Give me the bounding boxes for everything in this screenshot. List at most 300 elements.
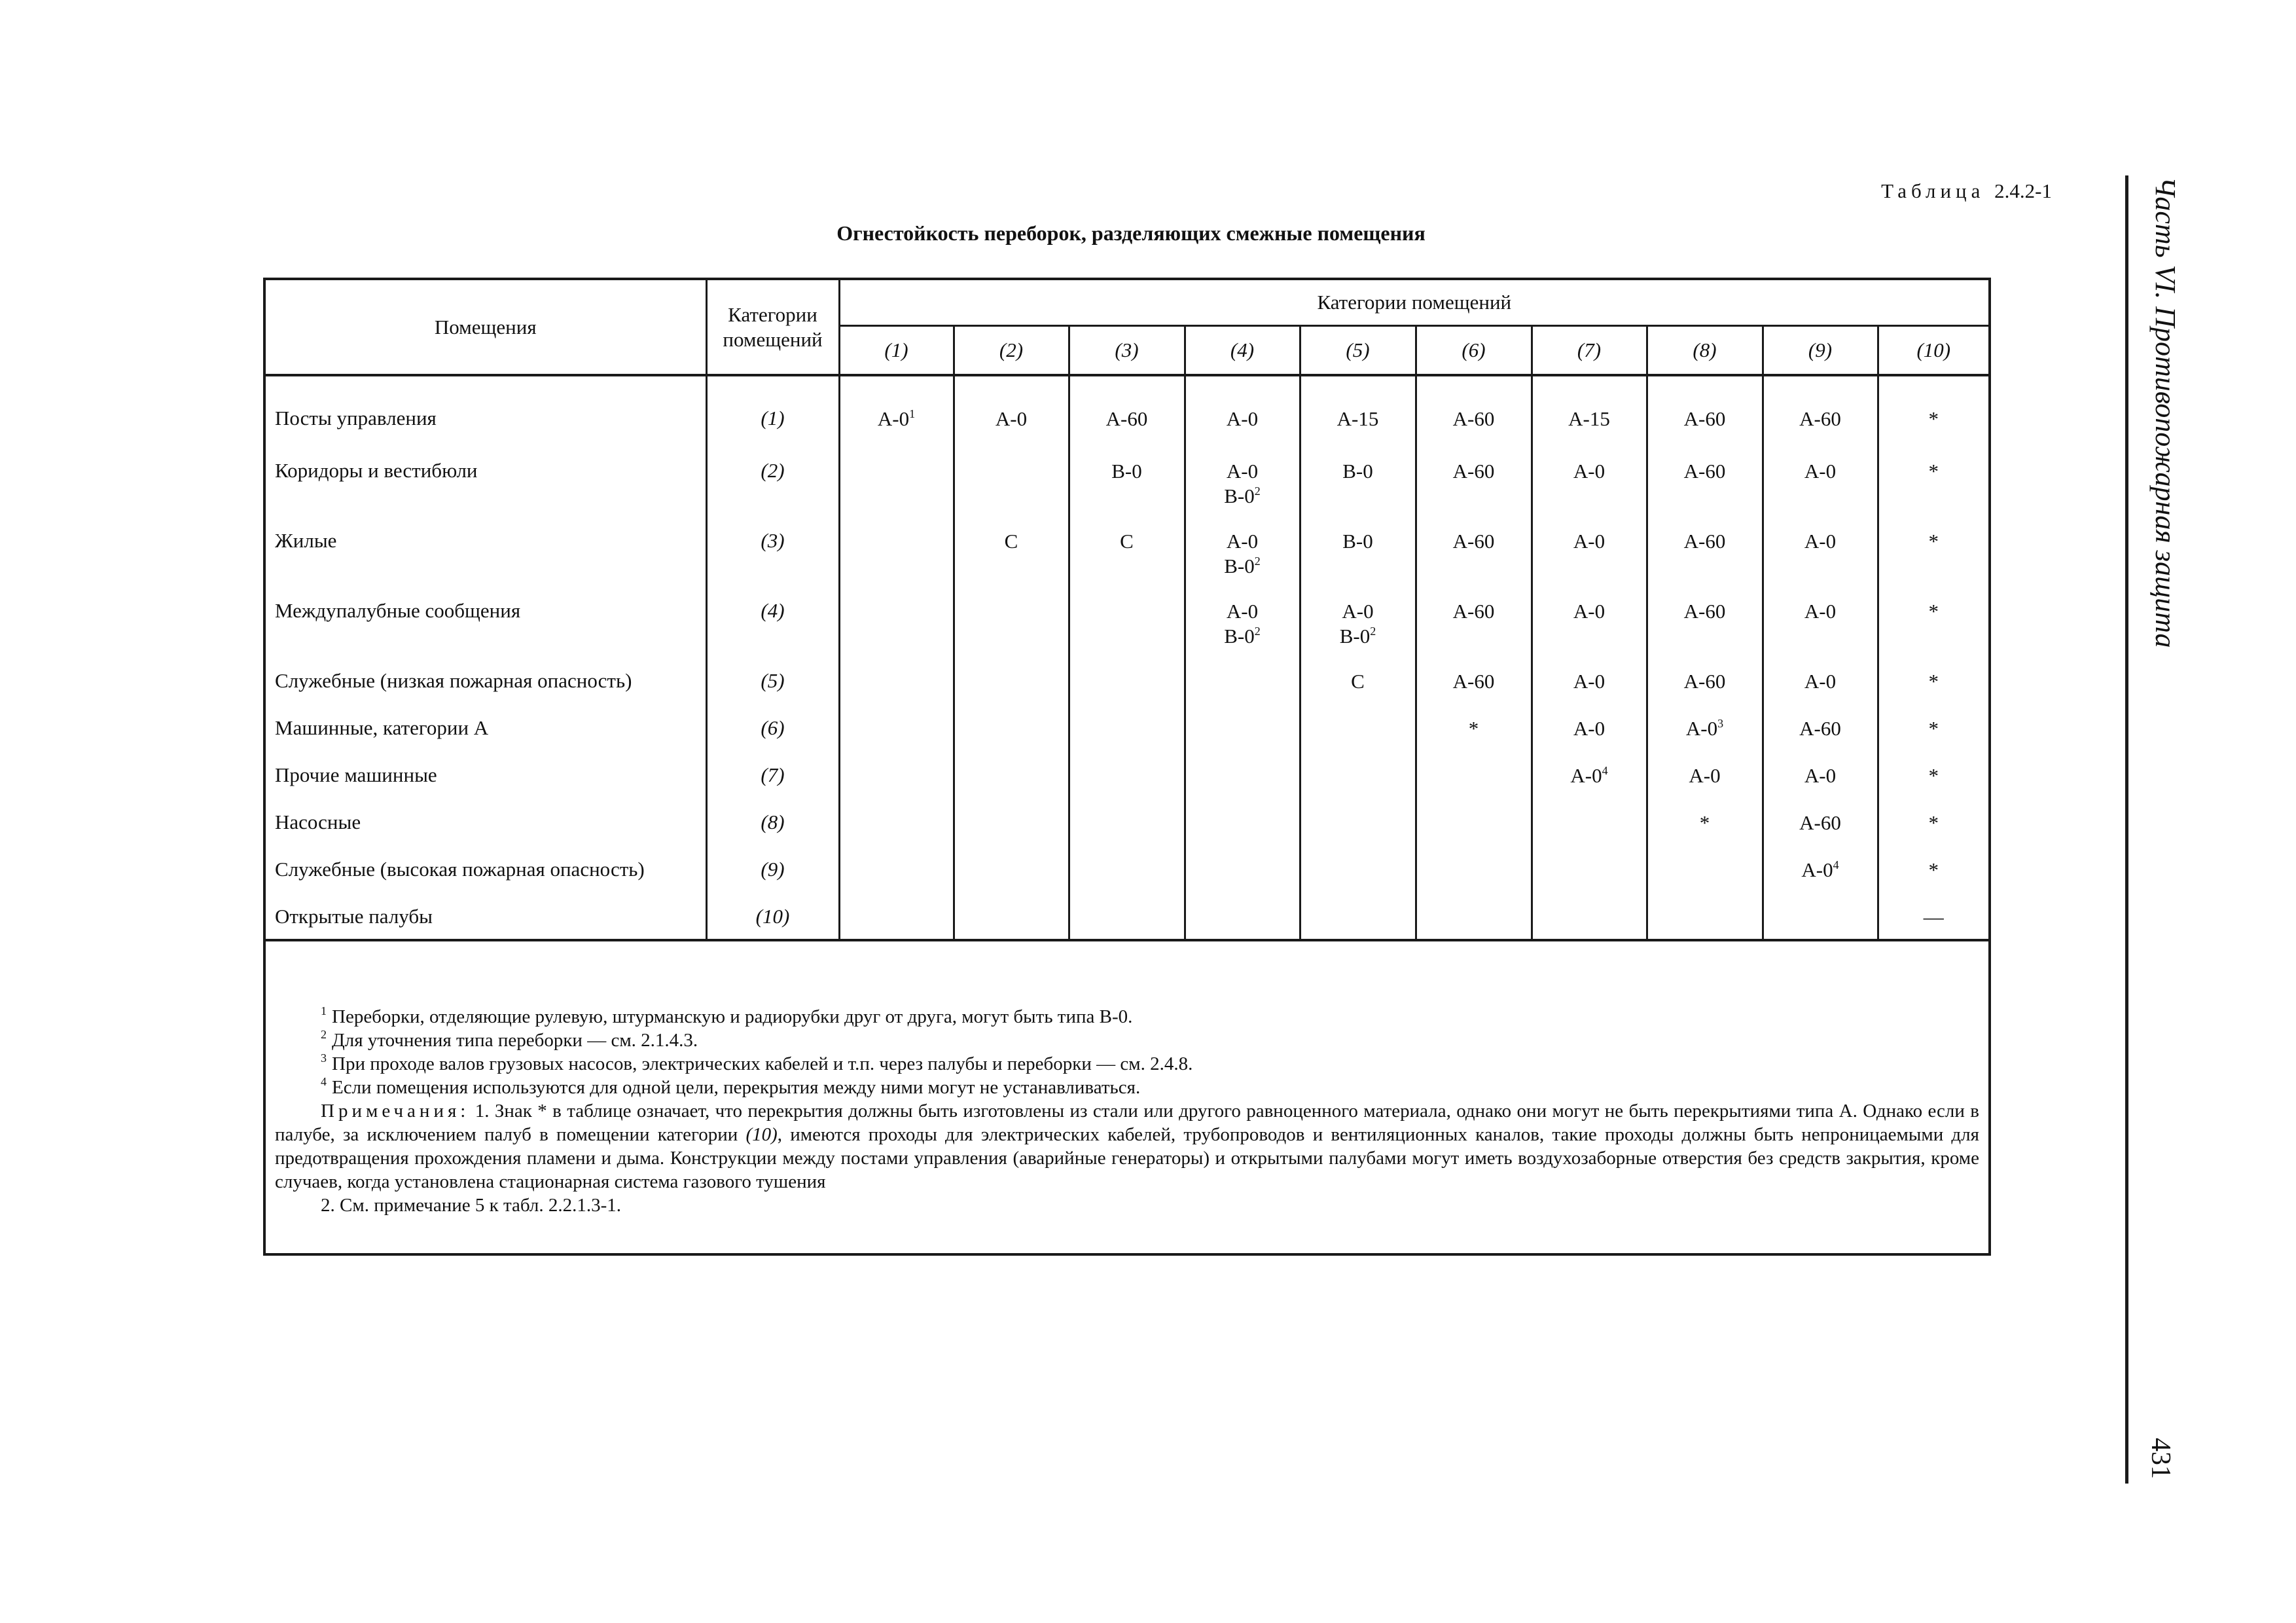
cell-line bbox=[1764, 669, 1877, 694]
cell-line bbox=[1533, 763, 1646, 788]
column-header: (5) bbox=[1300, 326, 1416, 376]
table-cell bbox=[1185, 807, 1300, 854]
column-header: (9) bbox=[1763, 326, 1878, 376]
table-cell bbox=[1763, 455, 1878, 525]
cell-line bbox=[1186, 599, 1299, 624]
table-cell bbox=[1185, 595, 1300, 665]
row-room-name: Жилые bbox=[275, 529, 337, 552]
cell-line bbox=[1764, 763, 1877, 788]
cell-line bbox=[1533, 407, 1646, 431]
cell-value: * bbox=[1928, 600, 1939, 623]
table-cell bbox=[1763, 901, 1878, 940]
column-header: (2) bbox=[954, 326, 1069, 376]
cell-line bbox=[1186, 529, 1299, 554]
cell-line bbox=[1879, 811, 1989, 835]
cell-value: А-0 bbox=[1226, 460, 1259, 483]
table-cell bbox=[954, 807, 1069, 854]
table-cell bbox=[1416, 525, 1532, 595]
cell-line bbox=[1301, 459, 1415, 484]
cell-value: * bbox=[1468, 717, 1479, 740]
table-row bbox=[266, 595, 1988, 665]
footnote bbox=[275, 1052, 1979, 1076]
table-row bbox=[266, 403, 1988, 455]
table-cell bbox=[839, 455, 954, 525]
cell-line bbox=[1879, 905, 1989, 930]
header-category-group: Категории помещений bbox=[839, 280, 1988, 326]
cell-line bbox=[1417, 529, 1531, 554]
cell-line bbox=[1879, 669, 1989, 694]
table-cell bbox=[1185, 901, 1300, 940]
row-category-code: (4) bbox=[706, 595, 839, 665]
table-row bbox=[266, 455, 1988, 525]
footnote-text: Если помещения используются для одной цели, перекрытия между ними могут не устанавливаться. bbox=[332, 1077, 1141, 1098]
table-cell bbox=[1300, 665, 1416, 712]
cell-line bbox=[1417, 459, 1531, 484]
cell-footnote-mark: 4 bbox=[1602, 764, 1608, 777]
cell-line bbox=[1533, 669, 1646, 694]
footnotes bbox=[275, 1005, 1979, 1099]
table-cell bbox=[1647, 807, 1763, 854]
cell-value: А-0 bbox=[877, 407, 910, 430]
cell-footnote-mark: 1 bbox=[909, 407, 916, 420]
cell-value: А-0 bbox=[1804, 460, 1837, 483]
table-cell bbox=[1416, 595, 1532, 665]
table-cell bbox=[1647, 595, 1763, 665]
table-cell bbox=[1878, 712, 1988, 759]
cell-line bbox=[1764, 716, 1877, 741]
cell-line bbox=[1764, 811, 1877, 835]
cell-value: В-0 bbox=[1224, 555, 1255, 577]
cell-value: C bbox=[1120, 530, 1134, 553]
cell-line bbox=[1301, 529, 1415, 554]
cell-line bbox=[1070, 529, 1184, 554]
cell-value: В-0 bbox=[1224, 625, 1255, 647]
column-header: (6) bbox=[1416, 326, 1532, 376]
table-cell bbox=[839, 403, 954, 455]
table-cell bbox=[839, 854, 954, 901]
table-row bbox=[266, 525, 1988, 595]
table-cell bbox=[1878, 807, 1988, 854]
cell-value: C bbox=[1004, 530, 1018, 553]
cell-value: А-0 bbox=[1573, 717, 1605, 740]
table-row bbox=[266, 712, 1988, 759]
row-room-name: Служебные (высокая пожарная опасность) bbox=[275, 858, 645, 881]
table-cell bbox=[1763, 665, 1878, 712]
cell-value: А-60 bbox=[1799, 407, 1841, 430]
row-room-name: Насосные bbox=[275, 811, 361, 833]
table-cell bbox=[1532, 712, 1647, 759]
table-cell bbox=[954, 712, 1069, 759]
cell-value: А-0 bbox=[1573, 670, 1605, 693]
cell-value: А-0 bbox=[1573, 460, 1605, 483]
footnote-text: Для уточнения типа переборки — см. 2.1.4.3. bbox=[332, 1030, 698, 1051]
table-cell bbox=[1185, 403, 1300, 455]
cell-value: * bbox=[1928, 764, 1939, 787]
table-cell bbox=[1532, 807, 1647, 854]
table-cell bbox=[1532, 403, 1647, 455]
cell-value: А-60 bbox=[1683, 670, 1726, 693]
cell-line bbox=[1648, 811, 1762, 835]
row-category-code: (7) bbox=[706, 759, 839, 807]
row-category-code: (10) bbox=[706, 901, 839, 940]
table-cell bbox=[954, 901, 1069, 940]
cell-line bbox=[1070, 407, 1184, 431]
cell-value: В-0 bbox=[1339, 625, 1371, 647]
cell-line bbox=[1879, 529, 1989, 554]
cell-value: А-0 bbox=[1804, 764, 1837, 787]
table-cell bbox=[954, 759, 1069, 807]
cell-line bbox=[1879, 459, 1989, 484]
row-category-code: (1) bbox=[706, 403, 839, 455]
header-rooms: Помещения bbox=[266, 280, 706, 375]
table-label-word: Таблица bbox=[1881, 179, 1985, 202]
table-cell bbox=[1532, 854, 1647, 901]
row-room-name: Прочие машинные bbox=[275, 763, 437, 786]
row-category-code: (6) bbox=[706, 712, 839, 759]
cell-line bbox=[1648, 716, 1762, 741]
cell-line bbox=[1301, 624, 1415, 649]
cell-line bbox=[1764, 407, 1877, 431]
cell-line bbox=[1186, 624, 1299, 649]
table-cell bbox=[1878, 595, 1988, 665]
cell-value: * bbox=[1928, 811, 1939, 834]
column-header: (10) bbox=[1878, 326, 1988, 376]
cell-value: А-0 bbox=[1804, 600, 1837, 623]
table-cell bbox=[954, 854, 1069, 901]
cell-value: В-0 bbox=[1224, 484, 1255, 507]
cell-line bbox=[955, 407, 1068, 431]
cell-line bbox=[1879, 716, 1989, 741]
cell-line bbox=[1301, 599, 1415, 624]
table-cell bbox=[1185, 455, 1300, 525]
table-cell bbox=[1185, 854, 1300, 901]
table-cell bbox=[1069, 403, 1185, 455]
cell-value: А-0 bbox=[1804, 670, 1837, 693]
table-row bbox=[266, 665, 1988, 712]
cell-line bbox=[1533, 599, 1646, 624]
table-cell bbox=[1185, 665, 1300, 712]
table-cell bbox=[1532, 525, 1647, 595]
row-room-name: Посты управления bbox=[275, 407, 437, 429]
note-1-part-a: 1. Знак * в таблице означает, что перекрытия должны быть изготовлены из стали или другого равноценного материала, однако они могут не быть перекрытиями типа А. Однако если в палубе, за исключением палуб в помещении категории bbox=[275, 1101, 1979, 1145]
note-1 bbox=[275, 1099, 1979, 1194]
table-cell bbox=[1647, 525, 1763, 595]
table-cell bbox=[1300, 525, 1416, 595]
table-cell bbox=[1878, 759, 1988, 807]
table-cell bbox=[1532, 901, 1647, 940]
cell-line bbox=[1417, 599, 1531, 624]
cell-value: А-60 bbox=[1799, 811, 1841, 834]
cell-line bbox=[1186, 407, 1299, 431]
table-cell bbox=[839, 665, 954, 712]
table-cell bbox=[1185, 759, 1300, 807]
table-notes bbox=[275, 1005, 1979, 1217]
row-room-name: Открытые палубы bbox=[266, 901, 706, 940]
fire-resistance-table bbox=[263, 278, 1991, 1256]
cell-value: А-0 bbox=[1801, 858, 1833, 881]
table-cell bbox=[1416, 455, 1532, 525]
table-cell bbox=[1647, 759, 1763, 807]
table-cell bbox=[839, 901, 954, 940]
table-cell bbox=[839, 807, 954, 854]
cell-value: А-15 bbox=[1568, 407, 1610, 430]
table-cell bbox=[1416, 712, 1532, 759]
notes-heading: Примечания: bbox=[321, 1101, 470, 1122]
cell-footnote-mark: 4 bbox=[1833, 858, 1839, 871]
cell-footnote-mark: 3 bbox=[1717, 717, 1724, 730]
cell-line bbox=[955, 529, 1068, 554]
cell-value: А-60 bbox=[1452, 600, 1495, 623]
table-cell bbox=[1532, 665, 1647, 712]
cell-line bbox=[1070, 459, 1184, 484]
cell-value: C bbox=[1351, 670, 1365, 693]
cell-value: А-0 bbox=[995, 407, 1028, 430]
row-category-code: (8) bbox=[706, 807, 839, 854]
table-cell bbox=[1878, 455, 1988, 525]
row-room-name: Машинные, категории А bbox=[275, 716, 489, 739]
table-cell bbox=[1300, 403, 1416, 455]
cell-value: А-0 bbox=[1342, 600, 1374, 623]
table-cell bbox=[1878, 854, 1988, 901]
cell-footnote-mark: 2 bbox=[1370, 625, 1376, 638]
cell-value: А-60 bbox=[1452, 407, 1495, 430]
cell-line bbox=[1186, 554, 1299, 579]
table-number: 2.4.2-1 bbox=[1994, 179, 2052, 202]
cell-value: В-0 bbox=[1342, 460, 1373, 483]
cell-line bbox=[1417, 407, 1531, 431]
table-row bbox=[266, 807, 1988, 854]
header-category bbox=[706, 280, 839, 375]
cell-value: А-60 bbox=[1799, 717, 1841, 740]
table-cell bbox=[1416, 403, 1532, 455]
table-cell bbox=[1763, 525, 1878, 595]
cell-line bbox=[1533, 529, 1646, 554]
table-cell bbox=[1878, 525, 1988, 595]
table-cell bbox=[1532, 759, 1647, 807]
table-cell bbox=[1069, 525, 1185, 595]
row-room-name: Междупалубные сообщения bbox=[275, 599, 521, 622]
cell-value: * bbox=[1928, 530, 1939, 553]
table-cell bbox=[1763, 759, 1878, 807]
table-cell bbox=[1532, 455, 1647, 525]
cell-line bbox=[1417, 669, 1531, 694]
cell-value: А-0 bbox=[1689, 764, 1721, 787]
row-category-code: (2) bbox=[706, 455, 839, 525]
cell-value: А-60 bbox=[1105, 407, 1148, 430]
table-row bbox=[266, 854, 1988, 901]
cell-footnote-mark: 2 bbox=[1254, 625, 1261, 638]
cell-value: * bbox=[1928, 460, 1939, 483]
header-category-line2: помещений bbox=[723, 327, 823, 351]
table-cell bbox=[1878, 403, 1988, 455]
cell-value: А-0 bbox=[1573, 600, 1605, 623]
table-cell bbox=[1878, 665, 1988, 712]
cell-value: А-60 bbox=[1452, 670, 1495, 693]
cell-line bbox=[1764, 599, 1877, 624]
cell-value: А-60 bbox=[1683, 460, 1726, 483]
table-row bbox=[266, 901, 1988, 940]
table-cell bbox=[1763, 403, 1878, 455]
cell-value: А-60 bbox=[1452, 530, 1495, 553]
footnote-mark: 1 bbox=[321, 1004, 327, 1017]
row-room-name: Служебные (низкая пожарная опасность) bbox=[275, 669, 632, 692]
table-cell bbox=[1300, 807, 1416, 854]
cell-footnote-mark: 2 bbox=[1254, 484, 1261, 498]
table-cell bbox=[1069, 712, 1185, 759]
table-cell bbox=[1416, 807, 1532, 854]
cell-line bbox=[1417, 716, 1531, 741]
table-cell bbox=[1416, 854, 1532, 901]
cell-line bbox=[1648, 763, 1762, 788]
footnote-mark: 2 bbox=[321, 1028, 327, 1041]
row-category-code: (9) bbox=[706, 854, 839, 901]
table-cell bbox=[1069, 455, 1185, 525]
footnote bbox=[275, 1005, 1979, 1029]
column-header: (3) bbox=[1069, 326, 1185, 376]
cell-value: А-15 bbox=[1336, 407, 1379, 430]
table-cell bbox=[1647, 901, 1763, 940]
cell-value: А-60 bbox=[1683, 600, 1726, 623]
cell-line bbox=[840, 407, 953, 431]
table-cell bbox=[1069, 807, 1185, 854]
footnote-mark: 4 bbox=[321, 1075, 327, 1088]
page-number: 431 bbox=[2145, 1438, 2176, 1479]
cell-line bbox=[1648, 459, 1762, 484]
cell-value: А-0 bbox=[1804, 530, 1837, 553]
cell-value: * bbox=[1928, 407, 1939, 430]
footnote-mark: 3 bbox=[321, 1051, 327, 1065]
table-cell bbox=[1069, 901, 1185, 940]
table-cell bbox=[839, 759, 954, 807]
table-cell bbox=[954, 595, 1069, 665]
cell-value: — bbox=[1923, 905, 1944, 928]
table-cell bbox=[1763, 807, 1878, 854]
side-rule bbox=[2125, 175, 2128, 1484]
table-body bbox=[266, 375, 1988, 940]
column-header: (7) bbox=[1532, 326, 1647, 376]
table-cell bbox=[1416, 759, 1532, 807]
cell-line bbox=[1301, 407, 1415, 431]
footnote-text: Переборки, отделяющие рулевую, штурманскую и радиорубки друг от друга, могут быть типа В-0. bbox=[332, 1006, 1133, 1027]
table-cell bbox=[1647, 854, 1763, 901]
cell-value: В-0 bbox=[1342, 530, 1373, 553]
table-cell bbox=[1300, 455, 1416, 525]
cell-value: * bbox=[1928, 717, 1939, 740]
cell-line bbox=[1764, 529, 1877, 554]
cell-line bbox=[1879, 763, 1989, 788]
table-cell bbox=[1300, 595, 1416, 665]
cell-line bbox=[1764, 858, 1877, 883]
cell-value: * bbox=[1699, 811, 1710, 834]
table-cell bbox=[954, 403, 1069, 455]
table-cell bbox=[1300, 901, 1416, 940]
table-cell bbox=[1185, 712, 1300, 759]
column-header: (8) bbox=[1647, 326, 1763, 376]
table-cell bbox=[1300, 712, 1416, 759]
cell-line bbox=[1879, 858, 1989, 883]
cell-value: * bbox=[1928, 858, 1939, 881]
row-room-name: Коридоры и вестибюли bbox=[275, 459, 478, 482]
table-cell bbox=[954, 665, 1069, 712]
cell-value: А-0 bbox=[1226, 407, 1259, 430]
table-cell bbox=[1069, 759, 1185, 807]
cell-value: В-0 bbox=[1111, 460, 1142, 483]
cell-line bbox=[1648, 599, 1762, 624]
cell-line bbox=[1301, 669, 1415, 694]
table-cell bbox=[1647, 712, 1763, 759]
cell-line bbox=[1648, 529, 1762, 554]
cell-line bbox=[1648, 407, 1762, 431]
table-cell bbox=[1416, 665, 1532, 712]
cell-line bbox=[1879, 407, 1989, 431]
cell-line bbox=[1186, 459, 1299, 484]
table-cell bbox=[1532, 595, 1647, 665]
table-cell bbox=[1878, 901, 1988, 940]
cell-line bbox=[1533, 459, 1646, 484]
cell-line bbox=[1186, 484, 1299, 509]
cell-value: А-0 bbox=[1226, 600, 1259, 623]
cell-value: А-60 bbox=[1683, 407, 1726, 430]
table-cell bbox=[1763, 854, 1878, 901]
row-category-code: (3) bbox=[706, 525, 839, 595]
cell-line bbox=[1879, 599, 1989, 624]
note-1-category-ref: (10) bbox=[745, 1124, 778, 1145]
table-title: Огнестойкость переборок, разделяющих смежные помещения bbox=[836, 221, 1426, 245]
table-label bbox=[1881, 179, 2052, 203]
cell-value: А-60 bbox=[1452, 460, 1495, 483]
cell-line bbox=[1764, 459, 1877, 484]
cell-value: А-0 bbox=[1573, 530, 1605, 553]
footnote bbox=[275, 1076, 1979, 1099]
row-category-code: (5) bbox=[706, 665, 839, 712]
table-cell bbox=[1647, 455, 1763, 525]
table-cell bbox=[954, 455, 1069, 525]
table-cell bbox=[1763, 595, 1878, 665]
table-cell bbox=[839, 595, 954, 665]
table-cell bbox=[1416, 901, 1532, 940]
footnote bbox=[275, 1029, 1979, 1052]
table-cell bbox=[954, 525, 1069, 595]
cell-line bbox=[1648, 669, 1762, 694]
table-cell bbox=[1647, 403, 1763, 455]
cell-value: * bbox=[1928, 670, 1939, 693]
cell-value: А-0 bbox=[1685, 717, 1718, 740]
note-1-part-b: , имеются проходы для электрических кабелей, трубопроводов и вентиляционных каналов, такие проходы должны быть непроницаемыми для предотвращения прохождения пламени и дыма. Конструкции между постами управления (аварийные генераторы) и открытыми палубами могут иметь воздухозаборные отверстия без средств закрытия, кроме случаев, когда установлена стационарная система газового тушения bbox=[275, 1124, 1979, 1192]
cell-footnote-mark: 2 bbox=[1254, 555, 1261, 568]
table-cell bbox=[1069, 665, 1185, 712]
table-cell bbox=[1300, 759, 1416, 807]
table-cell bbox=[839, 525, 954, 595]
footnote-text: При проходе валов грузовых насосов, электрических кабелей и т.п. через палубы и переборки — см. 2.4.8. bbox=[332, 1053, 1193, 1074]
cell-value: А-0 bbox=[1226, 530, 1259, 553]
cell-line bbox=[1533, 716, 1646, 741]
note-2: 2. См. примечание 5 к табл. 2.2.1.3-1. bbox=[321, 1195, 622, 1216]
table-row bbox=[266, 759, 1988, 807]
table-grid bbox=[266, 280, 1988, 941]
running-header: Часть VI. Противопожарная защита bbox=[2149, 177, 2181, 648]
table-cell bbox=[1763, 712, 1878, 759]
table-cell bbox=[1185, 525, 1300, 595]
column-header: (4) bbox=[1185, 326, 1300, 376]
table-cell bbox=[839, 712, 954, 759]
spacer-row bbox=[266, 375, 1988, 403]
header-category-line1: Категории bbox=[728, 302, 817, 326]
table-cell bbox=[1069, 854, 1185, 901]
column-header: (1) bbox=[839, 326, 954, 376]
cell-value: А-60 bbox=[1683, 530, 1726, 553]
table-cell bbox=[1647, 665, 1763, 712]
table-cell bbox=[1300, 854, 1416, 901]
